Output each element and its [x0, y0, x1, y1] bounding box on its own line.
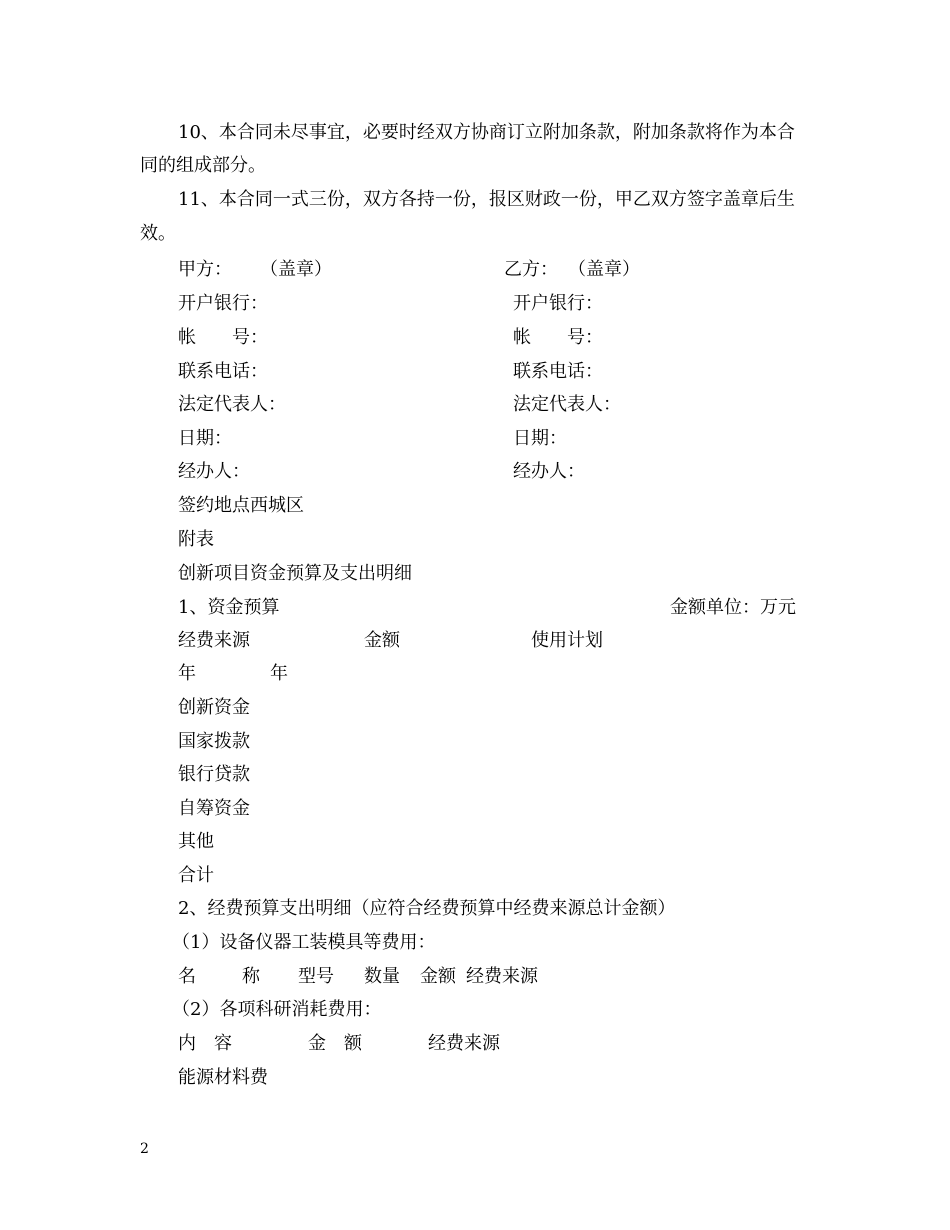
sub1-col-qty: 数量 [364, 966, 400, 987]
budget-row: 国家拨款 [178, 731, 250, 752]
detail-heading: 2、经费预算支出明细（应符合经费预算中经费来源总计金额） [178, 898, 676, 919]
budget-row: 银行贷款 [178, 764, 250, 785]
budget-col-amount: 金额 [364, 630, 400, 651]
party-a-bank: 开户银行： [178, 293, 268, 314]
sub1-col-amount: 金额 [420, 966, 456, 987]
sub2-col-content-b: 容 [214, 1033, 232, 1054]
party-b-bank: 开户银行： [513, 293, 603, 314]
party-b-representative: 法定代表人： [513, 394, 621, 415]
page-number: 2 [140, 1141, 149, 1157]
budget-row: 创新资金 [178, 697, 250, 718]
detail-row-energy-materials: 能源材料费 [178, 1067, 268, 1088]
party-b-date: 日期： [513, 428, 567, 449]
budget-unit: 金额单位：万元 [670, 597, 796, 618]
budget-col-plan: 使用计划 [531, 630, 603, 651]
party-b-phone: 联系电话： [513, 361, 603, 382]
detail-sub2-heading: （2）各项科研消耗费用： [172, 999, 382, 1020]
clause-10-line-1: 10、本合同未尽事宜，必要时经双方协商订立附加条款，附加条款将作为本合 [178, 122, 795, 143]
party-a-label: 甲方： [178, 259, 232, 280]
party-b-seal: （盖章） [568, 259, 640, 280]
sub1-col-model: 型号 [298, 966, 334, 987]
party-b-handler: 经办人： [513, 461, 585, 482]
party-a-handler: 经办人： [178, 461, 250, 482]
party-b-label: 乙方： [504, 259, 558, 280]
sub1-col-name-b: 称 [242, 966, 260, 987]
appendix-label: 附表 [178, 529, 214, 550]
budget-heading: 1、资金预算 [178, 597, 280, 618]
clause-11-line-2: 效。 [140, 223, 176, 244]
budget-year-2: 年 [270, 663, 288, 684]
party-a-date: 日期： [178, 428, 232, 449]
detail-sub1-heading: （1）设备仪器工装模具等费用： [172, 932, 436, 953]
party-a-account: 帐 号： [178, 327, 268, 348]
clause-11-line-1: 11、本合同一式三份，双方各持一份，报区财政一份，甲乙双方签字盖章后生 [178, 189, 795, 210]
sub2-col-amount-a: 金 [308, 1033, 326, 1054]
budget-year-1: 年 [178, 663, 196, 684]
signing-place: 签约地点西城区 [178, 495, 304, 516]
budget-col-source: 经费来源 [178, 630, 250, 651]
sub2-col-amount-b: 额 [344, 1033, 362, 1054]
party-a-phone: 联系电话： [178, 361, 268, 382]
appendix-title: 创新项目资金预算及支出明细 [178, 563, 412, 584]
sub2-col-source: 经费来源 [428, 1033, 500, 1054]
sub1-col-name-a: 名 [178, 966, 196, 987]
budget-row: 其他 [178, 831, 214, 852]
clause-10-line-2: 同的组成部分。 [140, 155, 266, 176]
party-a-seal: （盖章） [260, 259, 332, 280]
sub2-col-content-a: 内 [178, 1033, 196, 1054]
budget-row-total: 合计 [178, 865, 214, 886]
party-b-account: 帐 号： [513, 327, 603, 348]
party-a-representative: 法定代表人： [178, 394, 286, 415]
sub1-col-source: 经费来源 [466, 966, 538, 987]
budget-row: 自筹资金 [178, 798, 250, 819]
